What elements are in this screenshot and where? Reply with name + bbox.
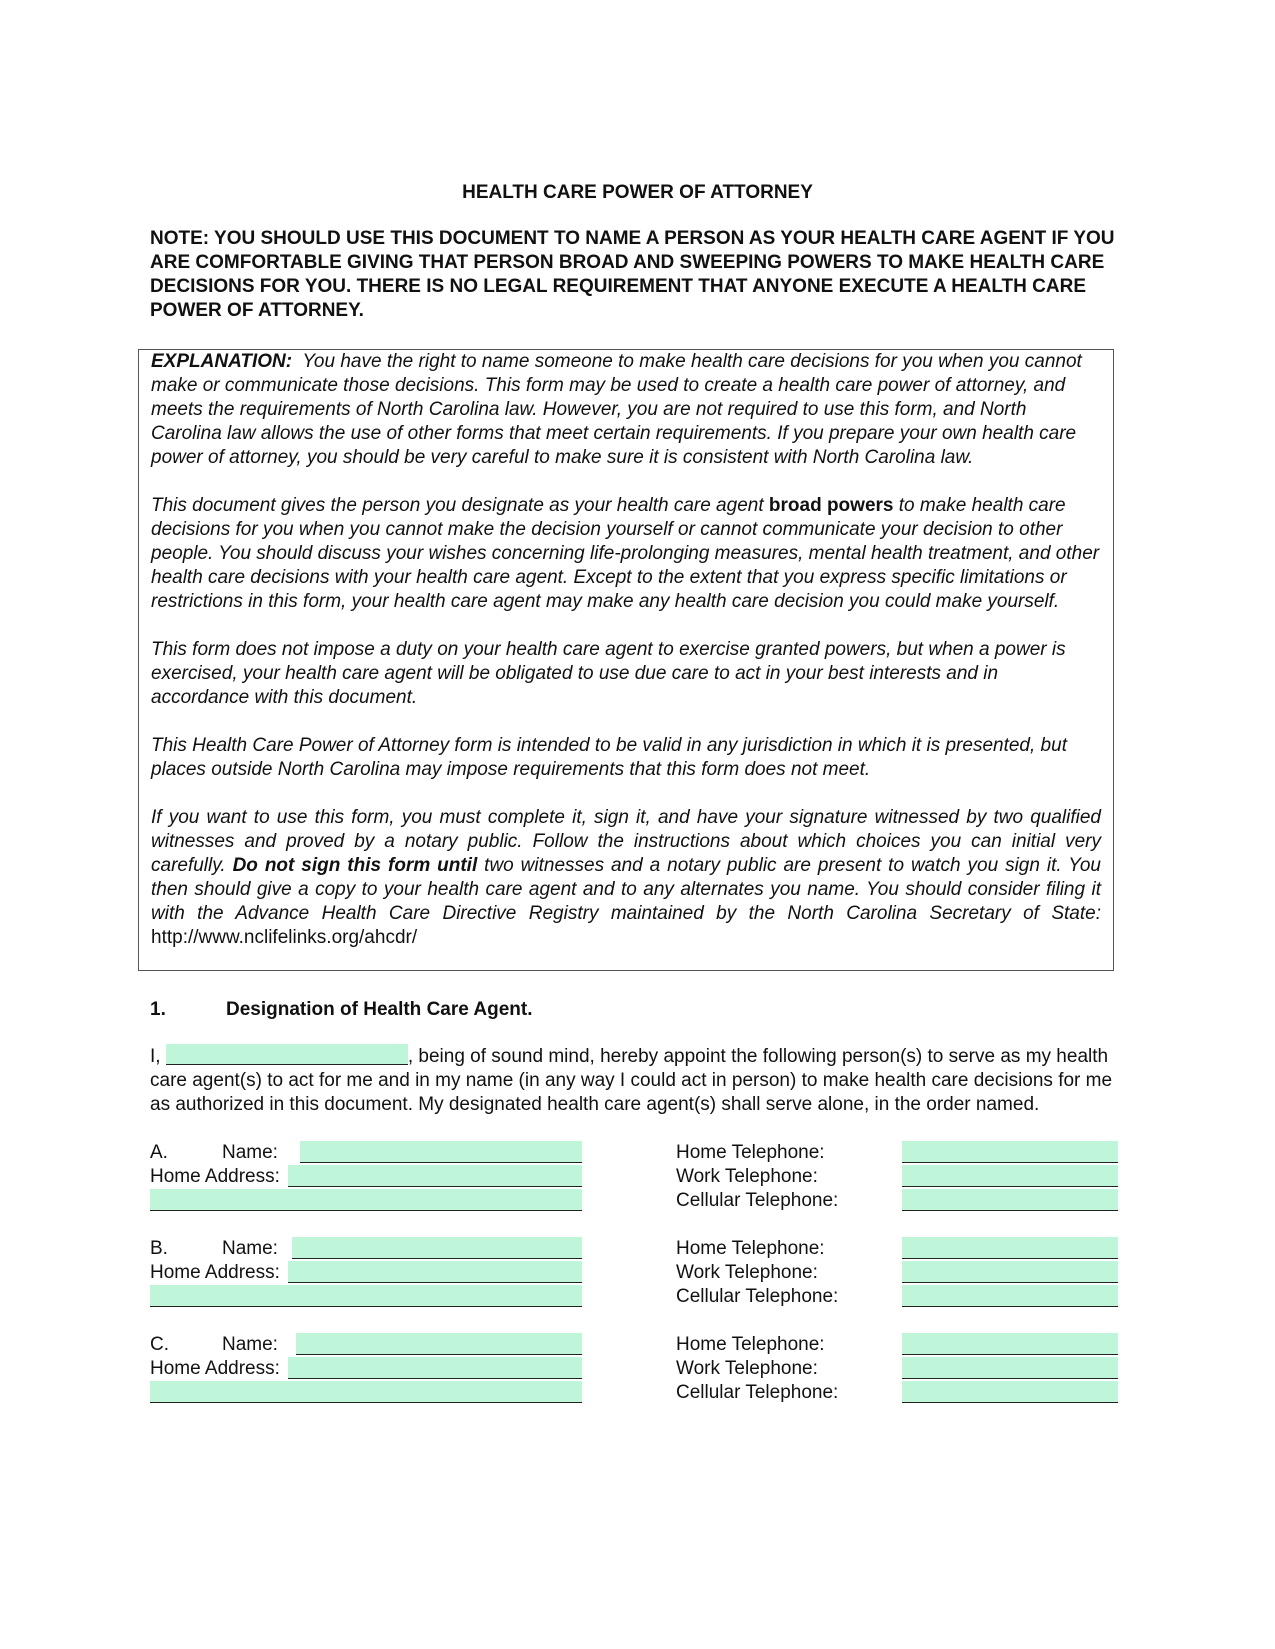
registry-url: http://www.nclifelinks.org/ahcdr/ bbox=[151, 927, 418, 948]
agent-b-home-phone-field[interactable] bbox=[902, 1237, 1118, 1259]
cellular-telephone-label: Cellular Telephone: bbox=[676, 1382, 839, 1403]
home-address-label: Home Address: bbox=[150, 1166, 280, 1187]
explanation-box bbox=[138, 349, 1114, 971]
section-1-heading bbox=[150, 998, 1125, 1022]
explanation-text-5b: two witnesses and a notary public are present to watch you sign it. You then should give a copy to your health care agent and to any alternates you name. You should consider filing it with the Advance Health Care Directive Registry maintained by the North Carolina Secretary of State: bbox=[151, 855, 1101, 924]
designation-paragraph bbox=[150, 1044, 1125, 1117]
work-telephone-label: Work Telephone: bbox=[676, 1358, 818, 1379]
section-title: Designation of Health Care Agent. bbox=[226, 999, 533, 1020]
work-telephone-label: Work Telephone: bbox=[676, 1166, 818, 1187]
explanation-paragraph-3: This form does not impose a duty on your health care agent to exercise granted powers, but when a power is exercised, your health care agent will be obligated to use due care to act in your best interests and in accordance with this document. bbox=[151, 639, 1066, 708]
do-not-sign-emphasis: Do not sign this form until bbox=[232, 855, 478, 876]
agent-letter: C. bbox=[150, 1334, 169, 1355]
page-title: HEALTH CARE POWER OF ATTORNEY bbox=[462, 182, 813, 203]
designation-text-before: I, bbox=[150, 1046, 166, 1067]
agent-c-address-field-2[interactable] bbox=[150, 1381, 582, 1403]
section-number: 1. bbox=[150, 999, 166, 1020]
agent-a-home-phone-field[interactable] bbox=[902, 1141, 1118, 1163]
home-address-label: Home Address: bbox=[150, 1262, 280, 1283]
agent-c-name-field[interactable] bbox=[296, 1333, 582, 1355]
agent-a-work-phone-field[interactable] bbox=[902, 1165, 1118, 1187]
home-telephone-label: Home Telephone: bbox=[676, 1238, 825, 1259]
document-page bbox=[150, 181, 1125, 1429]
principal-name-field[interactable] bbox=[166, 1044, 408, 1065]
agent-block-a bbox=[150, 1141, 1125, 1213]
agent-a-address-field-2[interactable] bbox=[150, 1189, 582, 1211]
cellular-telephone-label: Cellular Telephone: bbox=[676, 1190, 839, 1211]
agent-b-address-field-1[interactable] bbox=[288, 1261, 582, 1283]
agent-a-address-field-1[interactable] bbox=[288, 1165, 582, 1187]
agent-c-work-phone-field[interactable] bbox=[902, 1357, 1118, 1379]
agent-c-home-phone-field[interactable] bbox=[902, 1333, 1118, 1355]
agents-list bbox=[150, 1141, 1125, 1405]
explanation-paragraph-2 bbox=[151, 494, 1101, 614]
agent-a-name-field[interactable] bbox=[300, 1141, 582, 1163]
name-label: Name: bbox=[222, 1238, 278, 1259]
work-telephone-label: Work Telephone: bbox=[676, 1262, 818, 1283]
cellular-telephone-label: Cellular Telephone: bbox=[676, 1286, 839, 1307]
name-label: Name: bbox=[222, 1334, 278, 1355]
agent-b-cell-phone-field[interactable] bbox=[902, 1285, 1118, 1307]
explanation-paragraph-4: This Health Care Power of Attorney form is intended to be valid in any jurisdiction in which it is presented, but places outside North Carolina may impose requirements that this form does not meet. bbox=[151, 735, 1067, 780]
agent-c-cell-phone-field[interactable] bbox=[902, 1381, 1118, 1403]
agent-block-b bbox=[150, 1237, 1125, 1309]
explanation-paragraph-1 bbox=[151, 350, 1101, 470]
agent-b-work-phone-field[interactable] bbox=[902, 1261, 1118, 1283]
broad-powers-emphasis: broad powers bbox=[768, 495, 894, 516]
agent-b-address-field-2[interactable] bbox=[150, 1285, 582, 1307]
explanation-text-1: You have the right to name someone to make health care decisions for you when you cannot make or communicate those decisions. This form may be used to create a health care power of attorney, and meets the requirements of North Carolina law. However, you are not required to use this form, and North Carolina law allows the use of other forms that meet certain requirements. If you prepare your own health care power of attorney, you should be very careful to make sure it is consistent with North Carolina law. bbox=[151, 351, 1082, 468]
explanation-label: EXPLANATION: bbox=[151, 351, 293, 372]
agent-a-cell-phone-field[interactable] bbox=[902, 1189, 1118, 1211]
agent-c-address-field-1[interactable] bbox=[288, 1357, 582, 1379]
agent-block-c bbox=[150, 1333, 1125, 1405]
agent-b-name-field[interactable] bbox=[292, 1237, 582, 1259]
explanation-text-2a: This document gives the person you designate as your health care agent bbox=[151, 495, 769, 516]
home-telephone-label: Home Telephone: bbox=[676, 1142, 825, 1163]
home-telephone-label: Home Telephone: bbox=[676, 1334, 825, 1355]
home-address-label: Home Address: bbox=[150, 1358, 280, 1379]
name-label: Name: bbox=[222, 1142, 278, 1163]
agent-letter: A. bbox=[150, 1142, 168, 1163]
explanation-text-5a: If you want to use this form, you must complete it, sign it, and have your signature witnessed by two qualified witnesses and proved by a notary public. Follow the instructions about which choices you can initial very carefully. bbox=[151, 807, 1101, 876]
agent-letter: B. bbox=[150, 1238, 168, 1259]
explanation-text-2b: to make health care decisions for you when you cannot make the decision yourself or cannot communicate your decision to other people. You should discuss your wishes concerning life-prolonging measures, mental health treatment, and other health care decisions with your health care agent. Except to the extent that you express specific limitations or restrictions in this form, your health care agent may make any health care decision you could make yourself. bbox=[151, 495, 1100, 612]
designation-text-after: , being of sound mind, hereby appoint the following person(s) to serve as my health care agent(s) to act for me and in my name (in any way I could act in person) to make health care decisions for me as authorized in this document. My designated health care agent(s) shall serve alone, in the order named. bbox=[150, 1046, 1113, 1115]
explanation-paragraph-5 bbox=[151, 806, 1101, 950]
note-paragraph: NOTE: YOU SHOULD USE THIS DOCUMENT TO NAME A PERSON AS YOUR HEALTH CARE AGENT IF YOU ARE COMFORTABLE GIVING THAT PERSON BROAD AND SWEEPING POWERS TO MAKE HEALTH CARE DECISIONS FOR YOU. THERE IS NO LEGAL REQUIREMENT THAT ANYONE EXECUTE A HEALTH CARE POWER OF ATTORNEY. bbox=[150, 228, 1115, 321]
